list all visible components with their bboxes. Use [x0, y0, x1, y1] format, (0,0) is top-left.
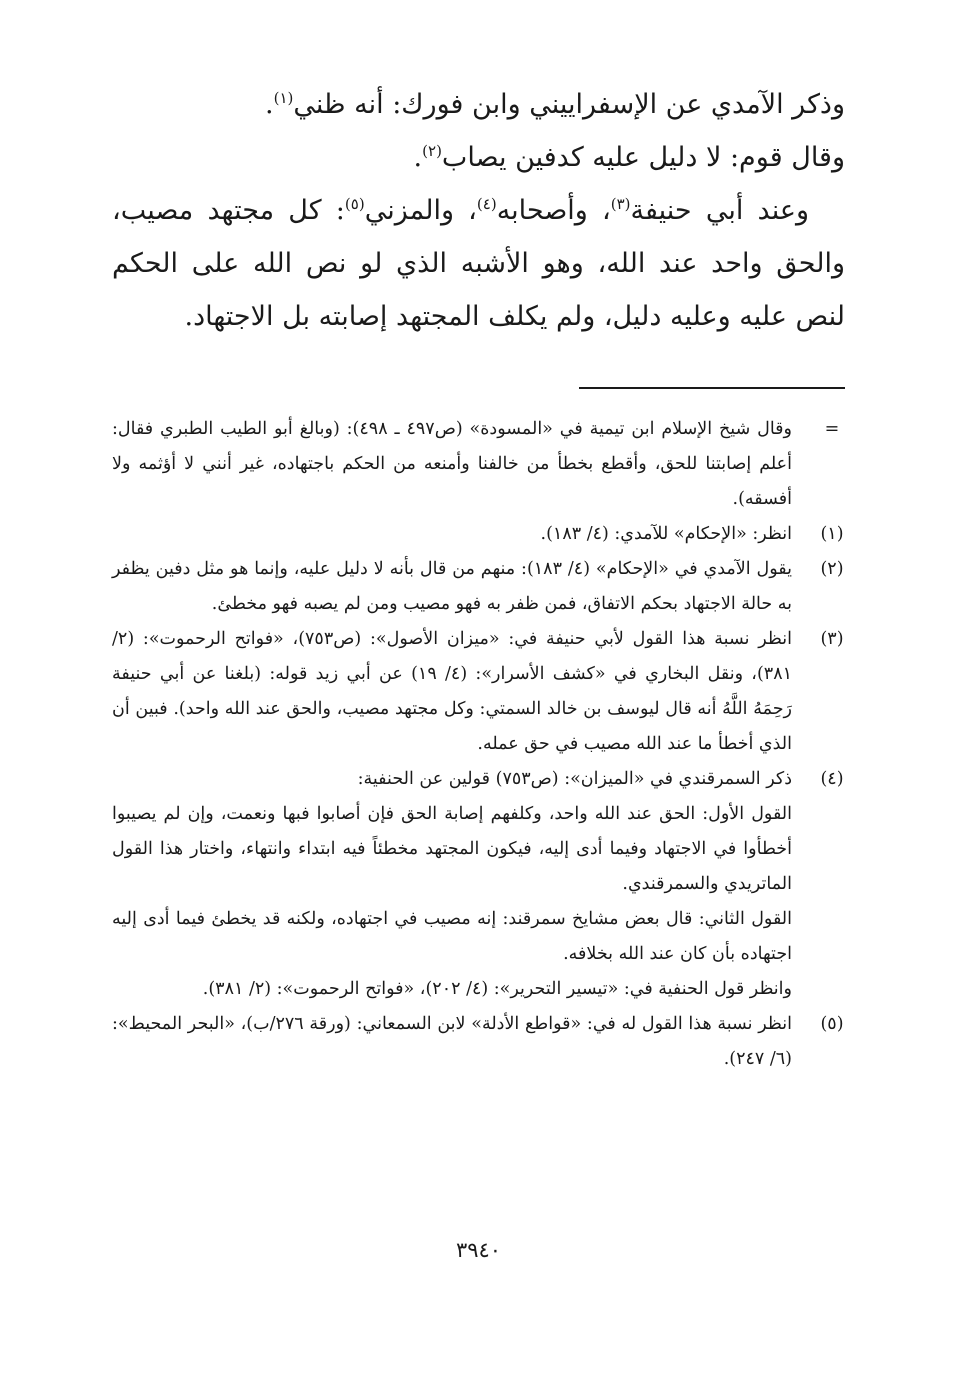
continuation-marker: =: [824, 419, 840, 439]
footnote-text: انظر نسبة هذا القول له في: «قواطع الأدلة» لابن السمعاني: (ورقة ٢٧٦/ب)، «البحر المحيط»: (٦/ ٢٤٧).: [112, 1014, 792, 1069]
footnote-text: القول الأول: الحق عند الله واحد، وكلفهم إصابة الحق فإن أصابوا فبها ونعمت، وإن لم يصيبوا أخطأوا في الاجتهاد وفيما أدى إليه، فيكون المجتهد مخطئاً فيه ابتداء وانتهاء، واختار هذا القول الماتريدي والسمرقندي.: [112, 804, 792, 894]
continuation-text: وقال شيخ الإسلام ابن تيمية في «المسودة» (ص٤٩٧ ـ ٤٩٨): (وبالغ أبو الطيب الطبري فقال: أعلم إصابتنا للحق، وأقطع بخطأ من خالفنا وأمنعه من الحكم باجتهاده، غير أنني لا أؤثمه ولا أفسقه).: [112, 419, 792, 509]
main-paragraph-3-seg-2: ، وأصحابه: [496, 195, 611, 226]
footnote-number[interactable]: (٤): [820, 769, 844, 789]
footnote-text: يقول الآمدي في «الإحكام» (٤/ ١٨٣): منهم من قال بأنه لا دليل عليه، وإنما هو مثل دفين يظفر به حالة الاجتهاد بحكم الاتفاق، فمن ظفر به فهو مصيب ومن لم يصبه فهو مخطئ.: [112, 559, 792, 614]
footnote-5: [112, 1007, 847, 1077]
footnote-ref-1[interactable]: (١): [273, 89, 294, 107]
main-paragraph-1-end: .: [265, 89, 274, 120]
main-paragraph-3-seg-3: ، والمزني: [364, 195, 477, 226]
footnote-3: [112, 622, 847, 762]
page-number: ٣٩٤٠: [455, 1238, 502, 1262]
main-paragraph-1-text: وذكر الآمدي عن الإسفراييني وابن فورك: أنه ظني: [293, 89, 845, 120]
footnote-ref-4[interactable]: (٤): [476, 195, 497, 213]
footnote-separator: [579, 387, 845, 389]
footnote-continuation: [112, 412, 847, 517]
footnotes: [112, 412, 847, 1077]
main-paragraph-3: [112, 184, 845, 343]
footnote-2: [112, 552, 847, 622]
footnote-number[interactable]: (٢): [820, 559, 844, 579]
footnote-text: انظر: «الإحكام» للآمدي: (٤/ ١٨٣).: [540, 524, 792, 544]
footnote-ref-2[interactable]: (٢): [422, 142, 442, 160]
main-paragraph-2-text: وقال قوم: لا دليل عليه كدفين يصاب: [441, 142, 845, 173]
main-paragraph-2: [112, 131, 845, 184]
footnote-4: [112, 762, 847, 1007]
footnote-ref-5[interactable]: (٥): [344, 195, 365, 213]
main-paragraph-3-seg-1: وعند أبي حنيفة: [630, 195, 810, 226]
footnote-number[interactable]: (٣): [820, 629, 844, 649]
footnote-number[interactable]: (٥): [820, 1014, 844, 1034]
main-paragraph-1: [112, 78, 845, 131]
footnote-text: القول الثاني: قال بعض مشايخ سمرقند: إنه مصيب في اجتهاده، ولكنه قد يخطئ فيما أدى إليه اجتهاده بأن كان عند الله بخلافه.: [112, 909, 792, 964]
footnote-text: انظر نسبة هذا القول لأبي حنيفة في: «ميزان الأصول»: (ص٧٥٣)، «فواتح الرحموت»: (٢/ ٣٨١)، ونقل البخاري في «كشف الأسرار»: (٤/ ١٩) عن أبي زيد قوله: (بلغنا عن أبي حنيفة رَحِمَهُ اللَّهُ أنه قال ليوسف بن خالد السمتي: وكل مجتهد مصيب، والحق عند الله واحد). فبين أن الذي أخطأ ما عند الله مصيب في حق عمله.: [112, 629, 792, 754]
footnote-text: ذكر السمرقندي في «الميزان»: (ص٧٥٣) قولين عن الحنفية:: [357, 769, 792, 789]
footnote-number[interactable]: (١): [820, 524, 844, 544]
main-text: [112, 78, 845, 343]
footnote-ref-3[interactable]: (٣): [610, 195, 631, 213]
footnote-text: وانظر قول الحنفية في: «تيسير التحرير»: (٤/ ٢٠٢)، «فواتح الرحموت»: (٢/ ٣٨١).: [202, 979, 792, 999]
main-paragraph-3-seg-4: : كل مجتهد مصيب، والحق واحد عند الله، وهو الأشبه الذي لو نص الله على الحكم لنص عليه وعليه دليل، ولم يكلف المجتهد إصابته بل الاجتهاد.: [112, 195, 845, 332]
footnote-1: [112, 517, 847, 552]
main-paragraph-2-end: .: [413, 142, 423, 173]
